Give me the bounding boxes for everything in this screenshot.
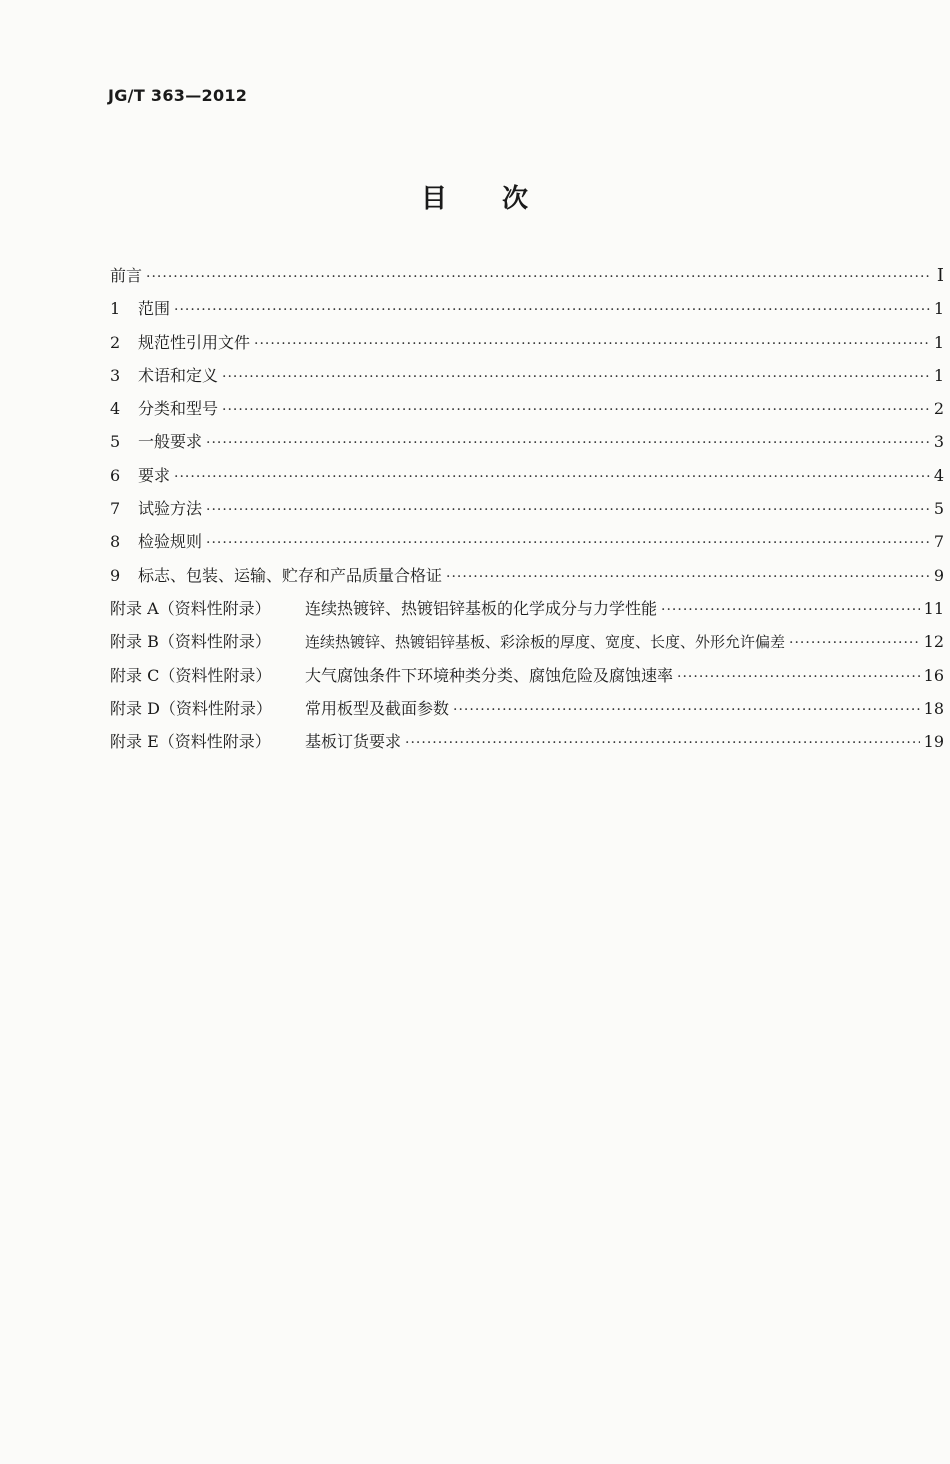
toc-title: 目 次 [420,184,529,214]
toc-number: 8 [110,532,121,552]
dot-leader [206,535,930,551]
toc-number: 4 [110,399,121,419]
toc-appendix-label: 附录 C（资料性附录） [110,665,272,685]
toc-entry-8[interactable] [110,529,944,562]
dot-leader [174,469,930,485]
dot-leader [206,435,930,451]
toc-number: 2 [110,332,121,352]
toc-page: 1 [933,299,944,319]
toc-page: 4 [933,465,944,485]
dot-leader [222,402,930,418]
toc-label: 术语和定义 [138,365,219,385]
toc-label: 要求 [138,465,171,485]
toc-entry-foreword[interactable] [110,263,944,296]
toc-appendix-label: 附录 B（资料性附录） [110,632,271,652]
toc-number: 5 [110,432,121,452]
toc-entry-9[interactable] [110,563,944,596]
toc-page: 2 [933,399,944,419]
toc-number: 7 [110,499,121,519]
standard-code: JG/T 363—2012 [108,86,248,105]
toc-page: 5 [933,499,944,519]
dot-leader [446,569,930,585]
table-of-contents [110,263,944,762]
dot-leader [206,502,930,518]
toc-label: 一般要求 [138,432,203,452]
dot-leader [146,269,930,285]
toc-entry-7[interactable] [110,496,944,529]
toc-label: 规范性引用文件 [138,332,251,352]
toc-label: 基板订货要求 [305,732,402,752]
dot-leader [222,369,930,385]
dot-leader [254,336,930,352]
toc-entry-appendix-d[interactable] [110,696,944,729]
toc-number: 9 [110,565,121,585]
toc-appendix-label: 附录 A（资料性附录） [110,598,271,618]
toc-page: 9 [933,565,944,585]
toc-label: 前言 [110,266,143,285]
toc-page: I [936,265,944,286]
toc-appendix-label: 附录 D（资料性附录） [110,698,272,718]
toc-label: 常用板型及截面参数 [305,698,450,718]
toc-entry-appendix-c[interactable] [110,663,944,696]
toc-label: 大气腐蚀条件下环境种类分类、腐蚀危险及腐蚀速率 [305,665,674,685]
toc-page: 3 [933,432,944,452]
dot-leader [661,602,920,618]
toc-entry-appendix-b[interactable] [110,629,944,662]
toc-label: 分类和型号 [138,399,219,419]
toc-page: 18 [923,698,944,718]
toc-number: 1 [110,299,121,319]
dot-leader [677,669,920,685]
toc-entry-6[interactable] [110,463,944,496]
toc-page: 12 [923,632,944,652]
toc-page: 11 [923,598,944,618]
toc-number: 3 [110,365,121,385]
toc-page: 7 [933,532,944,552]
toc-entry-appendix-e[interactable] [110,729,944,762]
toc-entry-4[interactable] [110,396,944,429]
toc-entry-2[interactable] [110,330,944,363]
toc-label: 标志、包装、运输、贮存和产品质量合格证 [138,565,443,585]
toc-label: 连续热镀锌、热镀铝锌基板、彩涂板的厚度、宽度、长度、外形允许偏差 [305,633,786,652]
toc-entry-1[interactable] [110,296,944,329]
toc-label: 连续热镀锌、热镀铝锌基板的化学成分与力学性能 [305,598,658,618]
toc-page: 1 [933,332,944,352]
toc-entry-5[interactable] [110,429,944,462]
toc-label: 检验规则 [138,532,203,552]
toc-entry-appendix-a[interactable] [110,596,944,629]
toc-label: 试验方法 [138,499,203,519]
toc-page: 16 [923,665,944,685]
toc-label: 范围 [138,299,171,319]
dot-leader [789,635,920,651]
dot-leader [453,702,920,718]
dot-leader [405,735,920,751]
toc-page: 1 [933,365,944,385]
toc-entry-3[interactable] [110,363,944,396]
dot-leader [174,302,930,318]
toc-page: 19 [923,732,944,752]
toc-appendix-label: 附录 E（资料性附录） [110,732,271,752]
toc-number: 6 [110,465,121,485]
